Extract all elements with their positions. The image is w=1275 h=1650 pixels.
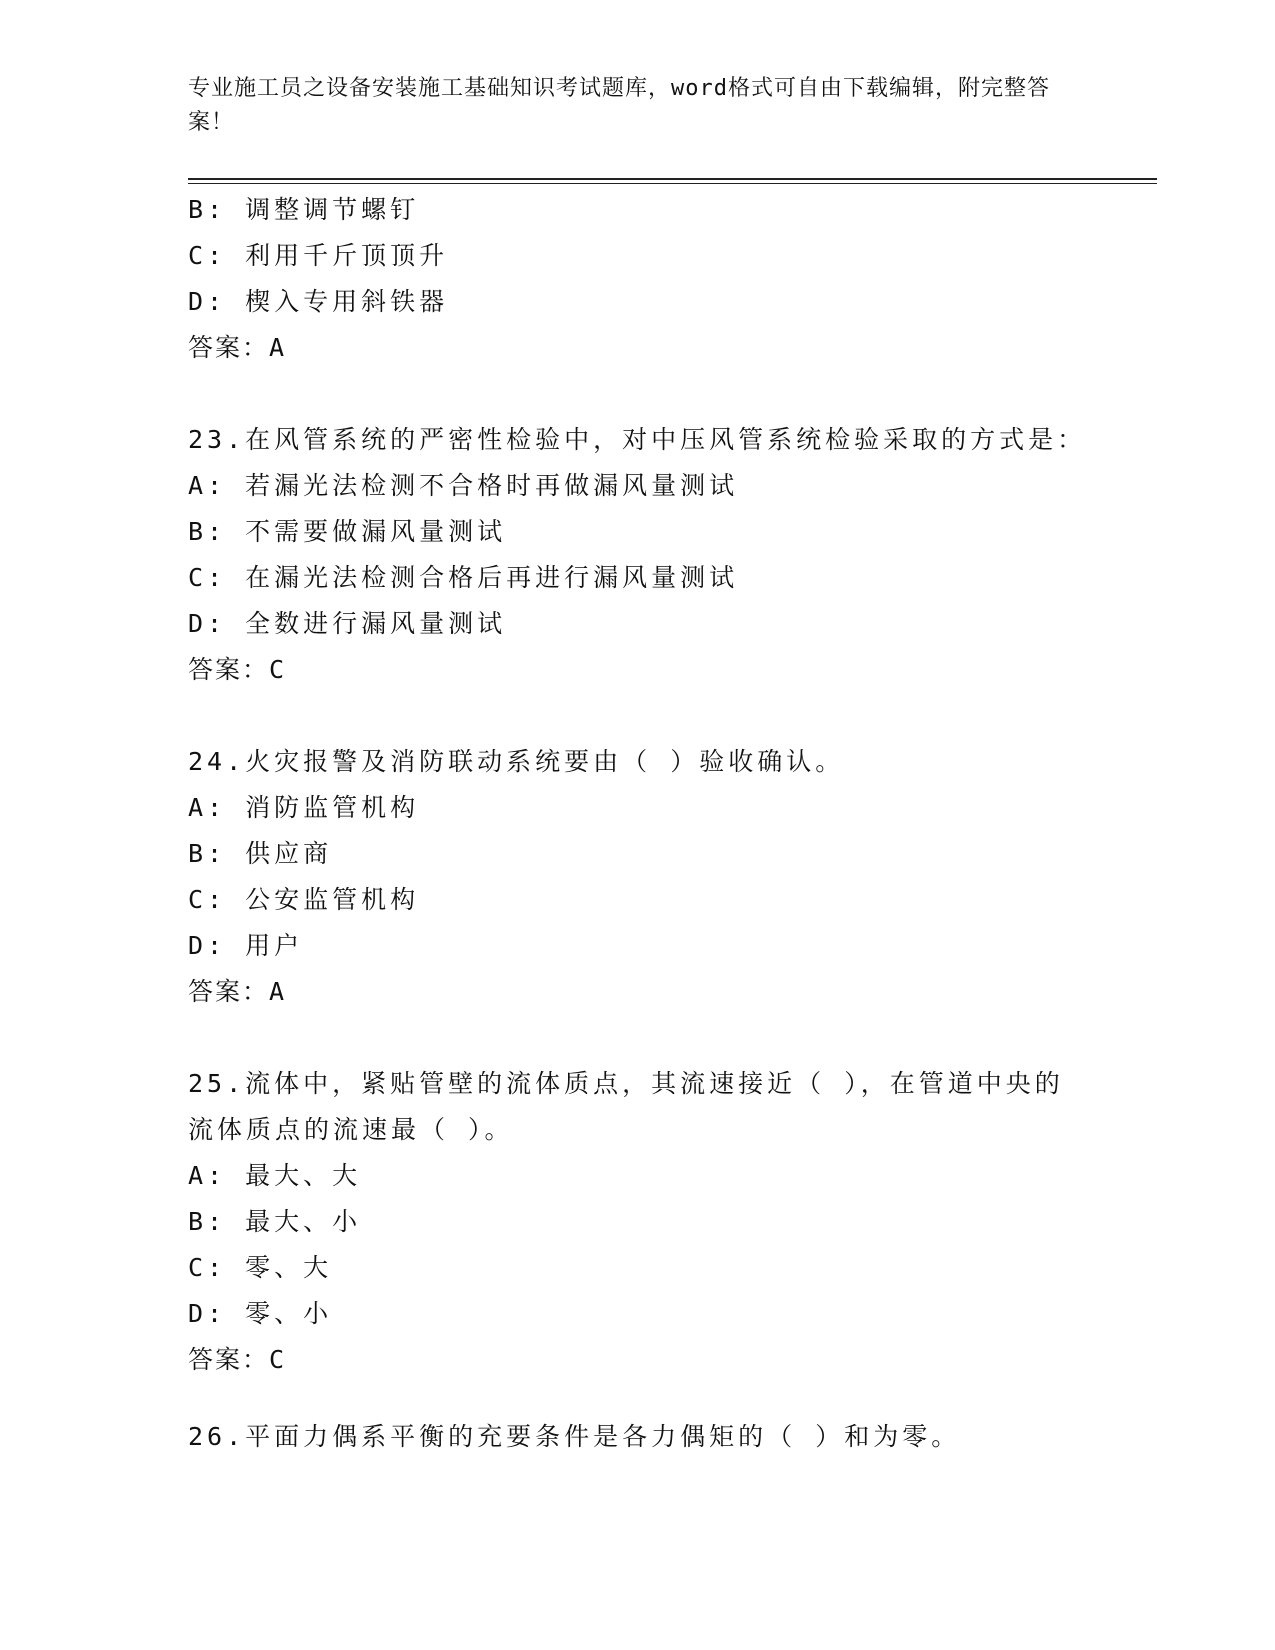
answer-label: 答案： (188, 1345, 270, 1374)
option-c: C: 公安监管机构 (188, 885, 420, 914)
answer-value: A (269, 333, 289, 362)
question-text-line-1: 25.流体中，紧贴管壁的流体质点，其流速接近（ ），在管道中央的 (188, 1069, 1064, 1098)
option-d: D: 用户 (188, 931, 304, 960)
question-text: 24.火灾报警及消防联动系统要由（ ）验收确认。 (188, 747, 845, 776)
answer-value: C (269, 655, 289, 684)
answer-line (188, 969, 1088, 1015)
question-text: 23.在风管系统的严密性检验中，对中压风管系统检验采取的方式是： (188, 425, 1087, 454)
option-a: A: 最大、大 (188, 1161, 362, 1190)
option-c: C: 零、大 (188, 1253, 333, 1282)
header-divider-thick (188, 178, 1157, 180)
option-a: A: 若漏光法检测不合格时再做漏风量测试 (188, 471, 739, 500)
question-text-line-2: 流体质点的流速最（ ）。 (188, 1115, 514, 1144)
question-block-23 (188, 417, 1088, 693)
question-text: 26.平面力偶系平衡的充要条件是各力偶矩的（ ）和为零。 (188, 1422, 961, 1451)
answer-line (188, 325, 1088, 371)
option-b: B: 最大、小 (188, 1207, 362, 1236)
answer-value: C (269, 1345, 289, 1374)
spacer (188, 1015, 1088, 1061)
question-block-25 (188, 1061, 1088, 1383)
option-d: D: 全数进行漏风量测试 (188, 609, 507, 638)
document-header: 专业施工员之设备安装施工基础知识考试题库，word格式可自由下载编辑，附完整答案！ (188, 76, 1050, 135)
question-list (188, 187, 1088, 1383)
answer-line (188, 1337, 1088, 1383)
answer-label: 答案： (188, 977, 270, 1006)
question-block-26 (188, 1414, 1088, 1460)
option-b: B: 不需要做漏风量测试 (188, 517, 507, 546)
question-block-22 (188, 187, 1088, 371)
option-d: D: 零、小 (188, 1299, 333, 1328)
spacer (188, 371, 1088, 417)
option-b: B: 供应商 (188, 839, 333, 868)
question-block-24 (188, 739, 1088, 1015)
option-c: C: 利用千斤顶顶升 (188, 241, 449, 270)
option-a: A: 消防监管机构 (188, 793, 420, 822)
option-c: C: 在漏光法检测合格后再进行漏风量测试 (188, 563, 739, 592)
answer-label: 答案： (188, 655, 270, 684)
answer-value: A (269, 977, 289, 1006)
option-d: D: 楔入专用斜铁器 (188, 287, 449, 316)
header-divider-thin (188, 183, 1157, 184)
spacer (188, 693, 1088, 739)
option-b: B: 调整调节螺钉 (188, 195, 420, 224)
answer-label: 答案： (188, 333, 270, 362)
answer-line (188, 647, 1088, 693)
